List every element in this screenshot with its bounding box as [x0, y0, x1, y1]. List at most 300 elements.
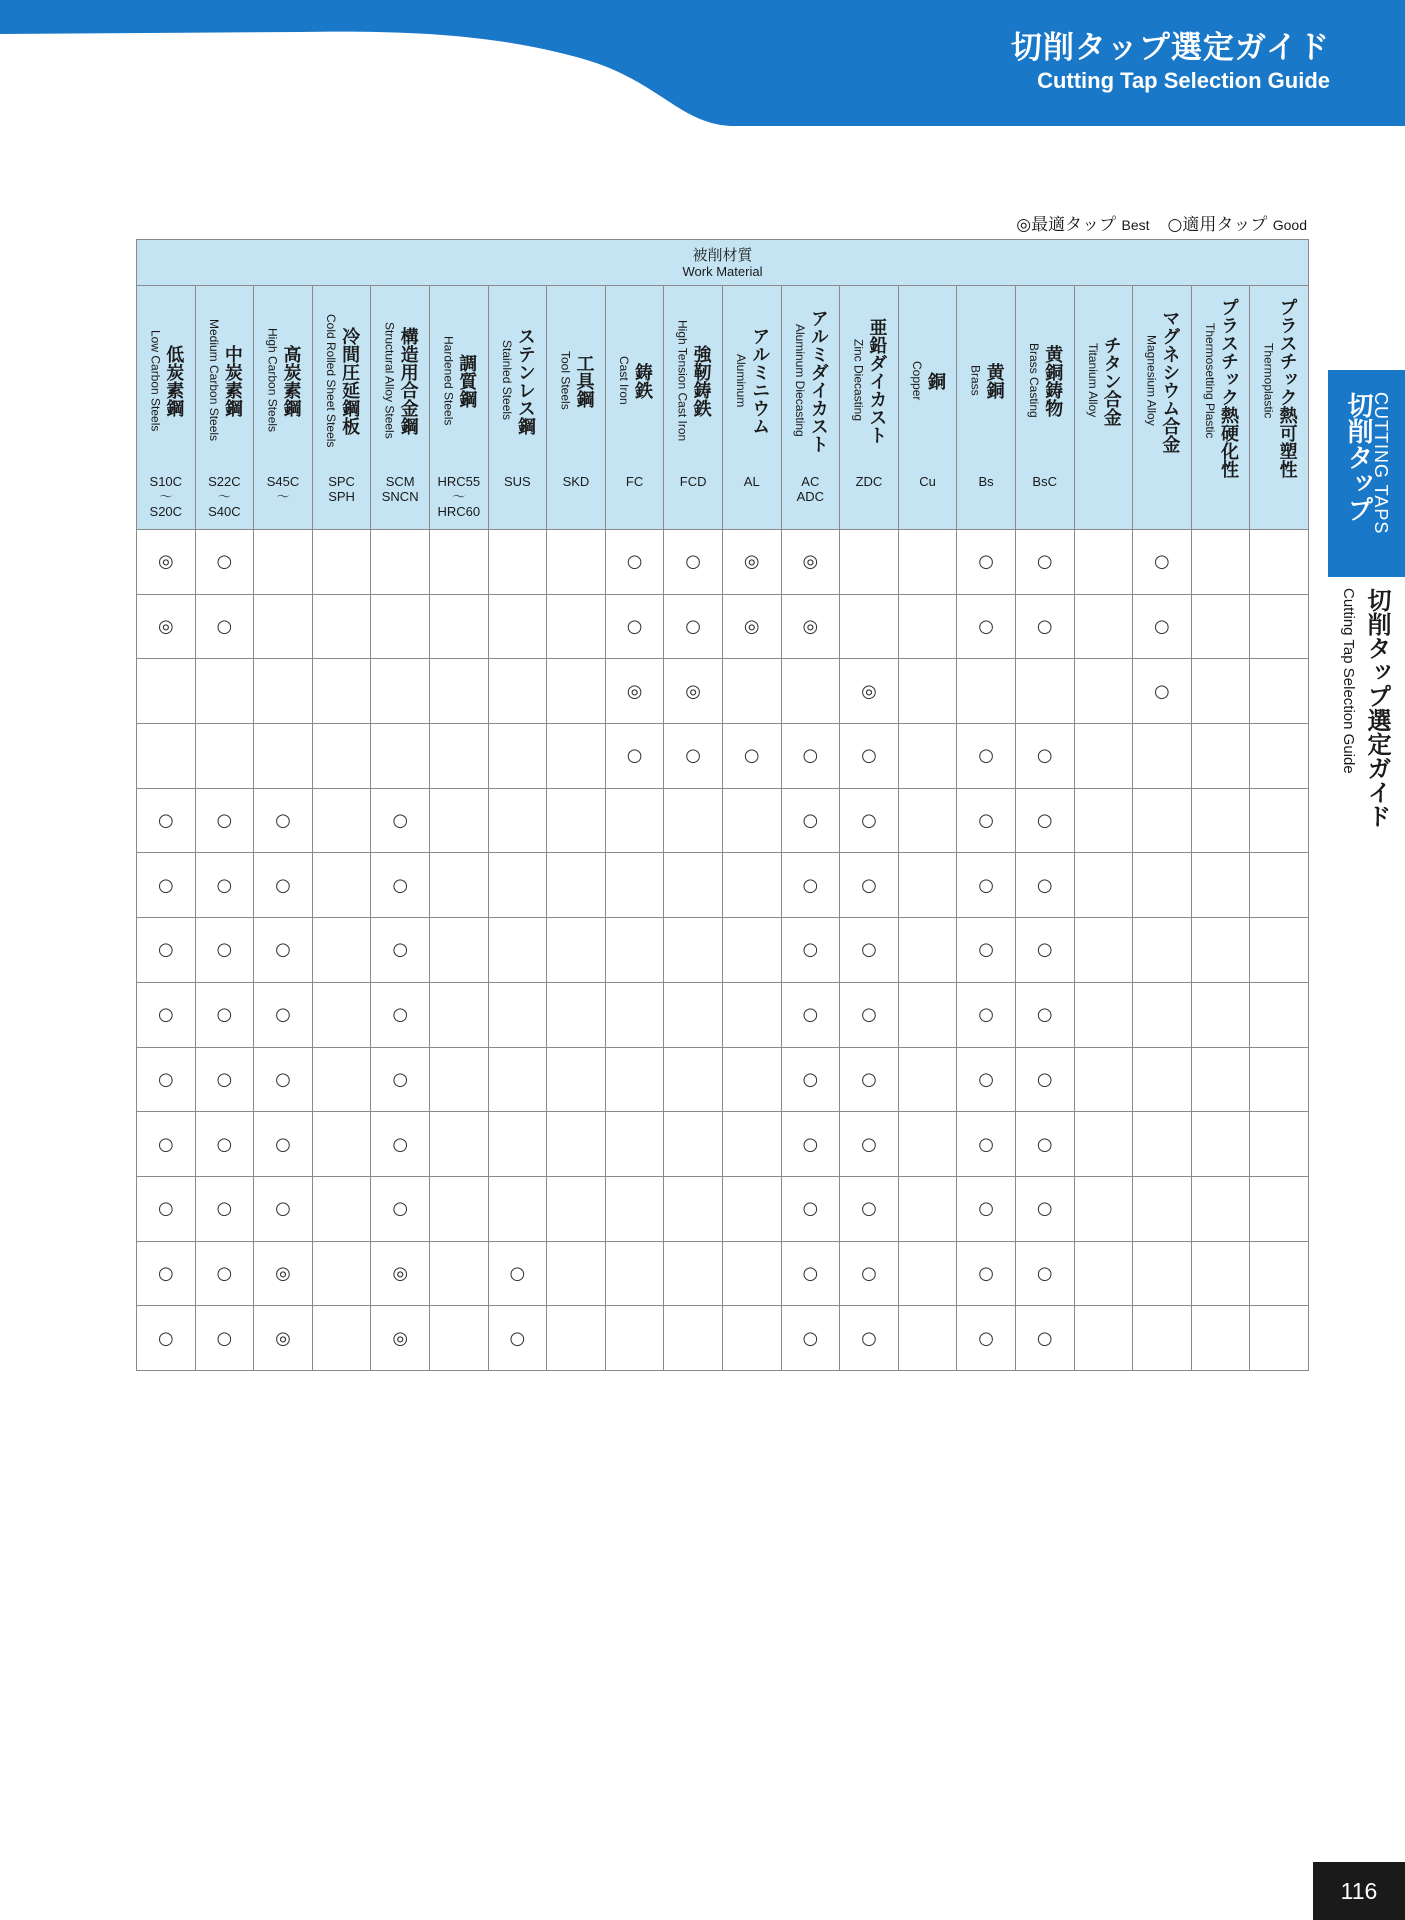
rating-cell: [1074, 1112, 1133, 1177]
good-mark: ○: [1036, 874, 1053, 896]
rating-cell: [605, 724, 664, 789]
rating-cell: [898, 1176, 957, 1241]
rating-cell: [488, 724, 547, 789]
material-column-header: [1250, 286, 1309, 530]
rating-cell: [605, 918, 664, 983]
best-mark: ◎: [802, 551, 819, 573]
rating-cell: [312, 1176, 371, 1241]
rating-cell: [605, 1047, 664, 1112]
best-mark: ◎: [157, 616, 174, 638]
rating-cell: [137, 1047, 196, 1112]
rating-cell: [371, 788, 430, 853]
good-mark: ○: [1036, 551, 1053, 573]
rating-cell: [722, 918, 781, 983]
material-name-en: Thermoplastic: [1261, 342, 1276, 419]
material-code-line: Bs: [978, 474, 994, 489]
good-mark: ○: [802, 1068, 819, 1090]
rating-cell: [722, 1176, 781, 1241]
rating-cell: [195, 788, 254, 853]
rating-cell: [312, 659, 371, 724]
rating-cell: [429, 659, 488, 724]
rating-cell: [371, 724, 430, 789]
rating-cell: [1191, 1112, 1250, 1177]
rating-cell: [1015, 724, 1074, 789]
rating-cell: [898, 1047, 957, 1112]
rating-cell: [312, 724, 371, 789]
rating-cell: [722, 1112, 781, 1177]
rating-cell: [137, 788, 196, 853]
rating-cell: [547, 659, 606, 724]
material-code: [957, 474, 1015, 489]
material-column-header: [312, 286, 371, 530]
rating-cell: [371, 1047, 430, 1112]
material-code: [137, 474, 195, 519]
rating-cell: [1250, 982, 1309, 1047]
good-mark: ○: [1036, 1068, 1053, 1090]
rating-cell: [254, 594, 313, 659]
rating-cell: [488, 853, 547, 918]
rating-cell: [1191, 788, 1250, 853]
table-row: [137, 853, 1309, 918]
rating-cell: [605, 1112, 664, 1177]
rating-cell: [137, 1306, 196, 1371]
rating-cell: [1015, 1241, 1074, 1306]
good-mark: ○: [216, 874, 233, 896]
good-mark: ○: [1036, 1004, 1053, 1026]
rating-cell: [371, 530, 430, 595]
material-name-en: Cast Iron: [617, 356, 632, 405]
rating-cell: [488, 659, 547, 724]
material-code: [1016, 474, 1074, 489]
material-code-line: ～: [452, 489, 466, 504]
rating-cell: [1191, 724, 1250, 789]
rating-cell: [664, 594, 723, 659]
rating-cell: [195, 530, 254, 595]
good-mark: ○: [802, 939, 819, 961]
good-mark: ○: [802, 874, 819, 896]
rating-cell: [312, 530, 371, 595]
rating-cell: [195, 724, 254, 789]
material-column-header: [429, 286, 488, 530]
material-code: [254, 474, 312, 504]
material-code-line: SPC: [328, 474, 355, 489]
good-mark: ○: [216, 1068, 233, 1090]
material-name-ja: ステンレス鋼: [514, 326, 536, 435]
rating-cell: [781, 659, 840, 724]
material-code-line: SNCN: [381, 489, 419, 504]
material-name-en: Cold Rolled Sheet Steels: [324, 313, 339, 448]
rating-cell: [488, 1176, 547, 1241]
rating-cell: [195, 918, 254, 983]
material-column-header: [722, 286, 781, 530]
rating-cell: [1074, 1241, 1133, 1306]
good-mark: ○: [275, 1133, 291, 1155]
material-name-ja: アルミダイカスト: [807, 308, 829, 453]
rating-cell: [312, 918, 371, 983]
best-mark: ◎: [157, 551, 174, 573]
good-mark: ○: [157, 1068, 174, 1090]
rating-cell: [664, 1241, 723, 1306]
rating-cell: [1191, 918, 1250, 983]
rating-cell: [898, 1241, 957, 1306]
rating-cell: [1074, 1047, 1133, 1112]
rating-cell: [254, 982, 313, 1047]
good-mark: ○: [1036, 745, 1053, 767]
rating-cell: [840, 1176, 899, 1241]
rating-cell: [722, 724, 781, 789]
material-code-line: HRC55: [437, 474, 481, 489]
good-mark: ○: [978, 1133, 994, 1155]
good-mark: ○: [392, 1068, 409, 1090]
material-code: [430, 474, 488, 519]
rating-cell: [840, 530, 899, 595]
material-column-header: [1133, 286, 1192, 530]
page-subtitle: Cutting Tap Selection Guide: [1037, 68, 1330, 93]
rating-cell: [957, 1047, 1016, 1112]
legend-good-en: Good: [1272, 217, 1307, 233]
best-mark: ◎: [275, 1327, 291, 1349]
rating-cell: [1015, 1176, 1074, 1241]
material-code-line: S10C: [149, 474, 183, 489]
rating-cell: [429, 982, 488, 1047]
material-code-line: S20C: [149, 504, 183, 519]
rating-cell: [254, 659, 313, 724]
good-mark: ○: [1036, 1327, 1053, 1349]
material-column-header: [488, 286, 547, 530]
rating-cell: [898, 724, 957, 789]
rating-cell: [312, 1047, 371, 1112]
rating-cell: [1250, 1112, 1309, 1177]
rating-cell: [195, 982, 254, 1047]
rating-cell: [781, 853, 840, 918]
rating-cell: [1250, 788, 1309, 853]
rating-cell: [254, 1241, 313, 1306]
rating-cell: [1133, 1306, 1192, 1371]
rating-cell: [1250, 1047, 1309, 1112]
rating-cell: [781, 1241, 840, 1306]
rating-cell: [1250, 530, 1309, 595]
good-mark: ○: [978, 616, 994, 638]
good-mark: ○: [392, 939, 409, 961]
rating-cell: [195, 1306, 254, 1371]
rating-cell: [664, 724, 723, 789]
table-row: [137, 1176, 1309, 1241]
good-mark: ○: [978, 939, 994, 961]
rating-cell: [722, 1241, 781, 1306]
rating-cell: [137, 594, 196, 659]
table-row: [137, 530, 1309, 595]
good-mark: ○: [216, 939, 233, 961]
material-name-ja: 工具鋼: [573, 353, 595, 408]
table-row: [137, 594, 1309, 659]
rating-cell: [429, 1047, 488, 1112]
table-row: [137, 724, 1309, 789]
legend-best-en: Best: [1121, 217, 1150, 233]
rating-cell: [1015, 1112, 1074, 1177]
rating-cell: [371, 1176, 430, 1241]
rating-cell: [1133, 1241, 1192, 1306]
rating-cell: [605, 1241, 664, 1306]
material-name-en: Titanium Alloy: [1085, 343, 1100, 418]
rating-cell: [722, 853, 781, 918]
rating-cell: [1191, 982, 1250, 1047]
good-mark: ○: [275, 874, 291, 896]
rating-cell: [547, 1241, 606, 1306]
best-mark: ◎: [275, 1262, 291, 1284]
rating-cell: [840, 1112, 899, 1177]
good-mark: ○: [392, 1133, 409, 1155]
material-column-header: [957, 286, 1016, 530]
material-code: [313, 474, 371, 504]
rating-cell: [371, 853, 430, 918]
good-mark: ○: [157, 1327, 174, 1349]
material-column-header: [664, 286, 723, 530]
material-code: [723, 474, 781, 489]
rating-cell: [1074, 918, 1133, 983]
rating-cell: [371, 982, 430, 1047]
rating-cell: [957, 788, 1016, 853]
rating-cell: [840, 724, 899, 789]
rating-cell: [312, 982, 371, 1047]
rating-cell: [1191, 1176, 1250, 1241]
rating-cell: [664, 788, 723, 853]
material-column-header: [371, 286, 430, 530]
good-mark: ○: [861, 1133, 877, 1155]
rating-cell: [254, 788, 313, 853]
rating-cell: [664, 1047, 723, 1112]
rating-cell: [488, 594, 547, 659]
rating-cell: [957, 530, 1016, 595]
material-code-line: ～: [276, 489, 290, 504]
rating-cell: [1015, 1047, 1074, 1112]
section-label-ja: 切削タップ選定ガイド: [1363, 588, 1391, 828]
rating-cell: [1191, 530, 1250, 595]
good-mark: ○: [1154, 551, 1170, 573]
material-code: [840, 474, 898, 489]
good-mark: ○: [157, 1198, 174, 1220]
good-mark: ○: [216, 1133, 233, 1155]
rating-cell: [254, 853, 313, 918]
table-row: [137, 788, 1309, 853]
rating-cell: [1250, 659, 1309, 724]
rating-cell: [605, 1176, 664, 1241]
tap-selection-table: [136, 239, 1309, 1371]
rating-cell: [1015, 853, 1074, 918]
rating-cell: [1015, 918, 1074, 983]
rating-cell: [137, 853, 196, 918]
material-name-ja: 調質鋼: [456, 353, 478, 408]
rating-cell: [664, 853, 723, 918]
rating-cell: [371, 659, 430, 724]
rating-cell: [371, 918, 430, 983]
good-mark: ○: [861, 1327, 877, 1349]
rating-cell: [429, 853, 488, 918]
good-mark: ○: [216, 1198, 233, 1220]
rating-cell: [429, 1241, 488, 1306]
rating-cell: [1133, 594, 1192, 659]
material-name-en: Aluminum: [734, 353, 749, 408]
good-mark: ○: [802, 1327, 819, 1349]
rating-cell: [1074, 982, 1133, 1047]
rating-cell: [488, 1047, 547, 1112]
rating-cell: [429, 1306, 488, 1371]
rating-cell: [488, 918, 547, 983]
good-mark: ○: [392, 810, 409, 832]
material-code-line: AL: [743, 474, 760, 489]
rating-cell: [1015, 1306, 1074, 1371]
rating-cell: [1074, 788, 1133, 853]
rating-cell: [195, 1176, 254, 1241]
material-code-line: SKD: [562, 474, 590, 489]
good-mark: ○: [861, 745, 877, 767]
material-code: [899, 474, 957, 489]
rating-cell: [840, 659, 899, 724]
rating-cell: [137, 1112, 196, 1177]
rating-cell: [898, 788, 957, 853]
rating-cell: [371, 1241, 430, 1306]
best-mark: ◎: [861, 680, 877, 702]
good-mark: ○: [509, 1327, 526, 1349]
good-mark: ○: [626, 745, 643, 767]
rating-cell: [254, 1047, 313, 1112]
material-code: [664, 474, 722, 489]
rating-cell: [429, 788, 488, 853]
rating-cell: [840, 982, 899, 1047]
rating-cell: [722, 1047, 781, 1112]
good-mark: ○: [685, 745, 701, 767]
material-name-ja: 構造用合金鋼: [397, 326, 419, 435]
rating-cell: [429, 724, 488, 789]
rating-cell: [840, 788, 899, 853]
good-mark: ○: [157, 1133, 174, 1155]
rating-cell: [898, 530, 957, 595]
material-code-line: SPH: [328, 489, 355, 504]
material-name-en: Thermosetting Plastic: [1202, 322, 1217, 439]
material-code-line: FCD: [679, 474, 707, 489]
rating-cell: [137, 724, 196, 789]
rating-cell: [840, 853, 899, 918]
rating-cell: [488, 1241, 547, 1306]
rating-cell: [957, 982, 1016, 1047]
rating-cell: [722, 788, 781, 853]
material-code-line: HRC60: [437, 504, 481, 519]
good-mark: ○: [1036, 1133, 1053, 1155]
good-mark: ○: [978, 1068, 994, 1090]
rating-cell: [195, 1112, 254, 1177]
good-mark: ○: [157, 874, 174, 896]
good-mark: ○: [802, 1262, 819, 1284]
rating-cell: [1250, 853, 1309, 918]
material-code-line: SUS: [503, 474, 531, 489]
rating-cell: [137, 918, 196, 983]
rating-cell: [957, 1241, 1016, 1306]
rating-cell: [1015, 530, 1074, 595]
material-name-ja: プラスチック熱可塑性: [1276, 298, 1298, 478]
table-row: [137, 918, 1309, 983]
work-material-ja: 被削材質: [692, 245, 753, 264]
rating-cell: [781, 1112, 840, 1177]
rating-cell: [1133, 918, 1192, 983]
rating-cell: [547, 788, 606, 853]
good-mark: ○: [275, 1068, 291, 1090]
rating-cell: [664, 659, 723, 724]
rating-cell: [312, 1241, 371, 1306]
rating-cell: [254, 724, 313, 789]
rating-cell: [664, 1176, 723, 1241]
rating-cell: [664, 918, 723, 983]
rating-cell: [664, 1306, 723, 1371]
rating-cell: [488, 1112, 547, 1177]
material-code-line: FC: [625, 474, 644, 489]
good-mark: ○: [216, 616, 233, 638]
material-column-header: [898, 286, 957, 530]
good-mark: ○: [275, 810, 291, 832]
good-mark: ○: [978, 551, 994, 573]
rating-cell: [957, 1306, 1016, 1371]
material-name-ja: アルミニウム: [749, 326, 771, 435]
rating-cell: [781, 982, 840, 1047]
rating-cell: [1191, 1241, 1250, 1306]
rating-cell: [547, 918, 606, 983]
material-code: [782, 474, 840, 504]
good-mark: ○: [802, 1004, 819, 1026]
rating-cell: [1250, 1241, 1309, 1306]
rating-cell: [722, 530, 781, 595]
best-mark: ◎: [392, 1262, 409, 1284]
material-column-header: [195, 286, 254, 530]
rating-cell: [1250, 918, 1309, 983]
material-code: [547, 474, 605, 489]
material-column-header: [605, 286, 664, 530]
best-mark: ◎: [685, 680, 701, 702]
good-mark: ○: [1036, 939, 1053, 961]
rating-cell: [1133, 982, 1192, 1047]
rating-cell: [781, 788, 840, 853]
section-label-en: Cutting Tap Selection Guide: [1340, 588, 1357, 774]
rating-cell: [547, 853, 606, 918]
material-column-header: [547, 286, 606, 530]
rating-cell: [898, 659, 957, 724]
rating-cell: [722, 1306, 781, 1371]
rating-cell: [840, 1047, 899, 1112]
material-code-line: AC: [801, 474, 820, 489]
rating-cell: [1250, 724, 1309, 789]
material-name-en: Brass Casting: [1027, 343, 1042, 418]
material-name-ja: 黄銅鋳物: [1042, 344, 1064, 417]
rating-cell: [488, 788, 547, 853]
rating-cell: [781, 1047, 840, 1112]
rating-cell: [1250, 1176, 1309, 1241]
good-mark: ○: [1154, 680, 1170, 702]
good-mark: ○: [802, 810, 819, 832]
good-mark: ○: [216, 1327, 233, 1349]
rating-cell: [957, 594, 1016, 659]
good-mark: ○: [392, 1198, 409, 1220]
rating-cell: [1133, 788, 1192, 853]
material-name-ja: 高炭素鋼: [280, 344, 302, 417]
good-mark: ○: [275, 1198, 291, 1220]
rating-cell: [137, 530, 196, 595]
good-mark: ○: [157, 810, 174, 832]
material-name-en: Magnesium Alloy: [1144, 335, 1159, 426]
rating-cell: [195, 1241, 254, 1306]
material-name-ja: マグネシウム合金: [1159, 308, 1181, 453]
rating-cell: [1133, 1112, 1192, 1177]
material-code-line: ～: [159, 489, 173, 504]
rating-cell: [254, 1306, 313, 1371]
best-mark: ◎: [392, 1327, 409, 1349]
material-code-line: S40C: [208, 504, 241, 519]
